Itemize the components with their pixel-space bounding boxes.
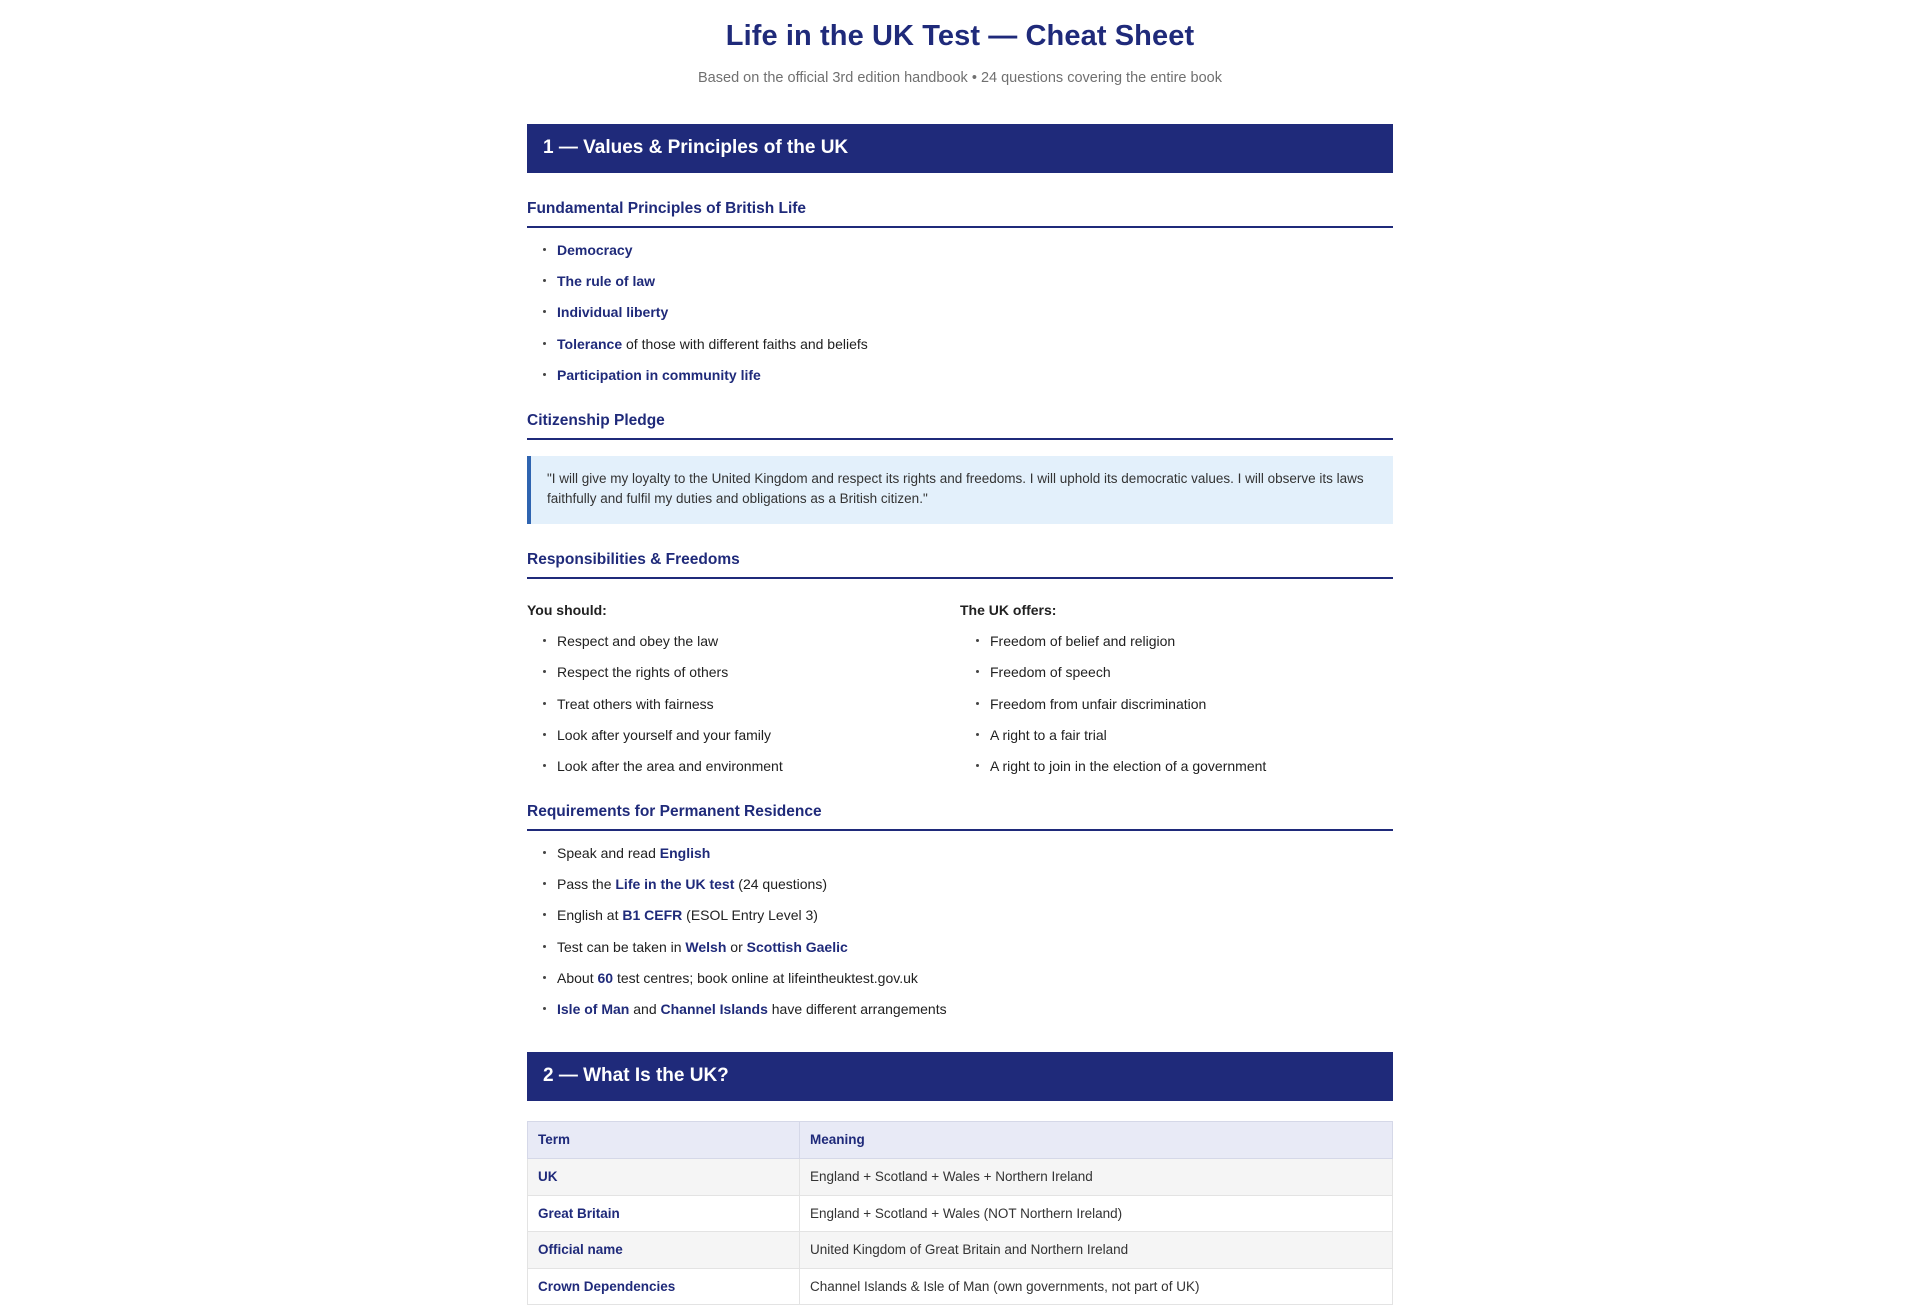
- column-uk-offers: [960, 601, 1393, 777]
- list-item: [557, 365, 1393, 385]
- list-item: Respect and obey the law: [557, 631, 960, 651]
- section-banner-1: 1 — Values & Principles of the UK: [527, 124, 1393, 174]
- list-item: [557, 843, 1393, 863]
- li-mid: and: [629, 1001, 661, 1018]
- li-strong2: Channel Islands: [660, 1001, 768, 1018]
- li-strong: Life in the UK test: [615, 876, 735, 893]
- table-body: [528, 1158, 1393, 1304]
- list-item: [557, 968, 1393, 988]
- subsection-fundamental-principles: [527, 199, 1393, 385]
- list-item: Respect the rights of others: [557, 662, 960, 682]
- cell-meaning: Channel Islands & Isle of Man (own governments, not part of UK): [800, 1268, 1393, 1305]
- section-banner-2: 2 — What Is the UK?: [527, 1052, 1393, 1102]
- page-title: Life in the UK Test — Cheat Sheet: [725, 20, 1195, 52]
- li-pre: English at: [557, 907, 623, 924]
- li-strong: B1 CEFR: [622, 907, 683, 924]
- list-item: Freedom of speech: [990, 662, 1393, 682]
- requirements-list: [527, 843, 1393, 1020]
- list-item: [557, 302, 1393, 322]
- li-strong: Isle of Man: [557, 1001, 630, 1018]
- cell-term: Official name: [528, 1232, 800, 1269]
- column-label: The UK offers:: [960, 601, 1057, 618]
- principles-list: [527, 240, 1393, 385]
- li-strong: 60: [597, 970, 614, 987]
- li-pre: Speak and read: [557, 844, 660, 861]
- column-header-meaning: Meaning: [800, 1122, 1393, 1159]
- cell-term: Great Britain: [528, 1195, 800, 1232]
- cell-meaning: England + Scotland + Wales (NOT Northern Ireland): [800, 1195, 1393, 1232]
- page-subtitle: Based on the official 3rd edition handbook • 24 questions covering the entire book: [698, 69, 1222, 86]
- li-strong: Welsh: [685, 938, 727, 955]
- list-item: Look after yourself and your family: [557, 725, 960, 745]
- list-item: [557, 999, 1393, 1019]
- li-post: (ESOL Entry Level 3): [682, 907, 818, 924]
- you-should-list: [527, 631, 960, 776]
- column-header-term: Term: [528, 1122, 800, 1159]
- list-item: [557, 271, 1393, 291]
- cell-meaning: England + Scotland + Wales + Northern Ireland: [800, 1158, 1393, 1195]
- cell-meaning: United Kingdom of Great Britain and Northern Ireland: [800, 1232, 1393, 1269]
- li-pre: About: [557, 970, 598, 987]
- li-pre: Test can be taken in: [557, 938, 686, 955]
- table-row: [528, 1195, 1393, 1232]
- subsection-citizenship-pledge: [527, 411, 1393, 524]
- table-row: [528, 1268, 1393, 1305]
- list-item-strong: The rule of law: [557, 273, 656, 289]
- list-item: [557, 937, 1393, 957]
- list-item: Look after the area and environment: [557, 756, 960, 776]
- table-row: [528, 1232, 1393, 1269]
- li-strong: English: [659, 844, 711, 861]
- uk-terms-table: [527, 1121, 1393, 1305]
- list-item-strong: Individual liberty: [557, 304, 669, 321]
- uk-offers-list: [960, 631, 1393, 776]
- list-item: [557, 240, 1393, 260]
- table-head: [528, 1122, 1393, 1159]
- subsection-title: Responsibilities & Freedoms: [527, 550, 1393, 578]
- column-label: You should:: [527, 601, 607, 618]
- li-post: have different arrangements: [767, 1001, 947, 1018]
- list-item: [557, 905, 1393, 925]
- list-item: A right to join in the election of a government: [990, 756, 1393, 776]
- subsection-responsibilities-freedoms: [527, 550, 1393, 776]
- list-item-strong: Democracy: [557, 241, 633, 258]
- table-header-row: [528, 1122, 1393, 1159]
- cell-term: Crown Dependencies: [528, 1268, 800, 1305]
- list-item: A right to a fair trial: [990, 725, 1393, 745]
- list-item: Freedom of belief and religion: [990, 631, 1393, 651]
- list-item-strong: Participation in community life: [557, 366, 761, 383]
- li-post: test centres; book online at lifeintheuktest.gov.uk: [613, 970, 918, 987]
- document-header: [0, 0, 1920, 88]
- list-item-strong: Tolerance: [557, 335, 623, 352]
- subsection-title: Citizenship Pledge: [527, 411, 1393, 439]
- li-strong2: Scottish Gaelic: [746, 938, 848, 955]
- list-item: Treat others with fairness: [557, 694, 960, 714]
- list-item: Freedom from unfair discrimination: [990, 694, 1393, 714]
- subsection-title: Fundamental Principles of British Life: [527, 199, 1393, 227]
- subsection-title: Requirements for Permanent Residence: [527, 802, 1393, 830]
- column-you-should: [527, 601, 960, 777]
- pledge-quote-callout: "I will give my loyalty to the United Kingdom and respect its rights and freedoms. I will uphold its democratic values. I will observe its laws faithfully and fulfil my duties and obligations as a British citizen.": [527, 456, 1393, 525]
- cell-term: UK: [528, 1158, 800, 1195]
- table-row: [528, 1158, 1393, 1195]
- list-item: [557, 334, 1393, 354]
- li-pre: Pass the: [557, 876, 616, 893]
- list-item-rest: of those with different faiths and beliefs: [622, 335, 868, 352]
- two-column-block: [527, 601, 1393, 777]
- content-container: [527, 88, 1393, 1305]
- li-mid: or: [726, 938, 747, 955]
- list-item: [557, 874, 1393, 894]
- li-post: (24 questions): [734, 876, 827, 893]
- subsection-permanent-residence: [527, 802, 1393, 1019]
